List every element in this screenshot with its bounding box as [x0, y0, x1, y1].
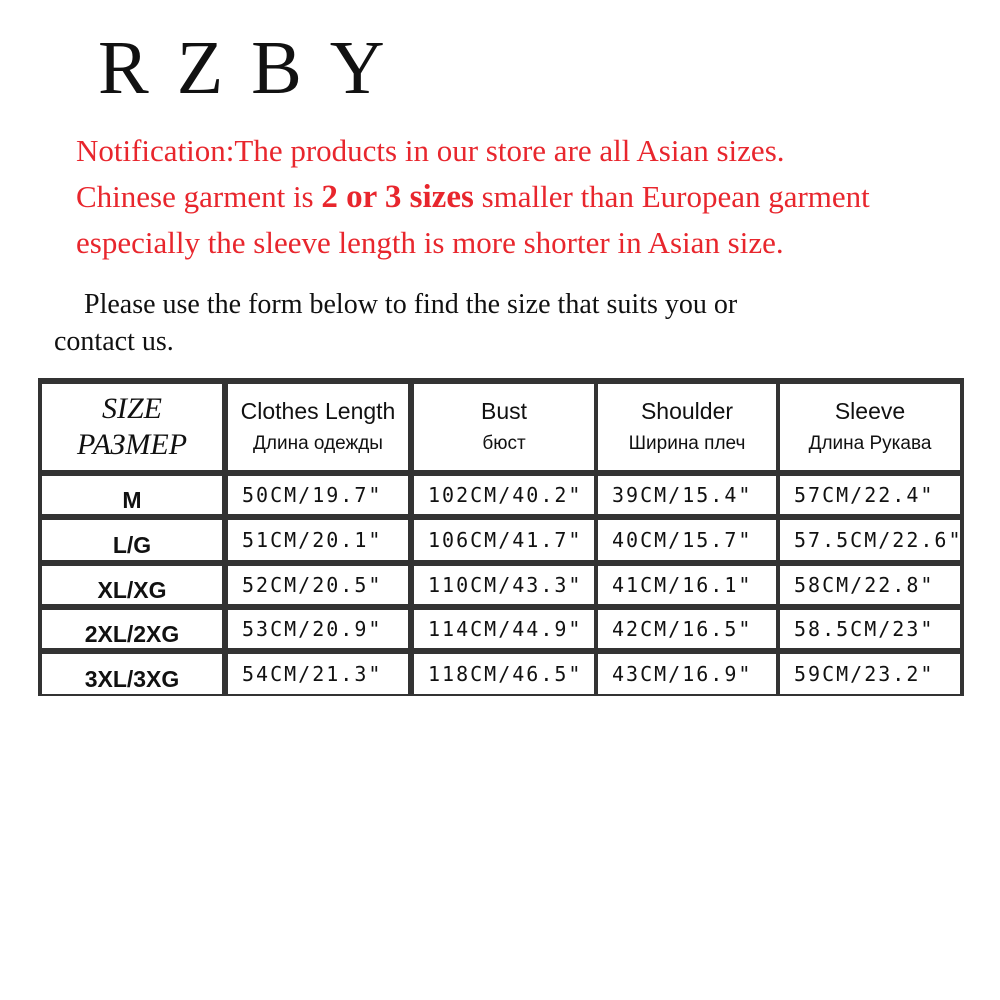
row-size-label: 2XL/2XG [42, 610, 222, 648]
cell-shoulder: 42CM/16.5" [598, 610, 776, 648]
size-chart-table [38, 378, 964, 696]
size-header-cell [42, 384, 222, 470]
cell-bust: 118CM/46.5" [414, 654, 594, 694]
notice-line-2-after: smaller than European garment [473, 179, 870, 214]
cell-bust: 114CM/44.9" [414, 610, 594, 648]
size-header-ru: РАЗМЕР [76, 428, 188, 461]
cell-clothes-length: 54CM/21.3" [228, 654, 408, 694]
column-header-shoulder [598, 384, 776, 470]
cell-clothes-length: 52CM/20.5" [228, 566, 408, 604]
column-header-en: Clothes Length [240, 398, 396, 424]
cell-bust: 106CM/41.7" [414, 520, 594, 560]
row-size-label: M [42, 476, 222, 514]
column-header-bust [414, 384, 594, 470]
asian-size-notice [76, 128, 976, 266]
cell-shoulder: 39CM/15.4" [598, 476, 776, 514]
cell-sleeve: 58CM/22.8" [780, 566, 960, 604]
column-header-en: Shoulder [640, 398, 734, 424]
cell-bust: 102CM/40.2" [414, 476, 594, 514]
column-header-clothes-length [228, 384, 408, 470]
cell-shoulder: 41CM/16.1" [598, 566, 776, 604]
notice-line-2 [76, 174, 976, 220]
row-size-label: L/G [42, 520, 222, 560]
cell-clothes-length: 51CM/20.1" [228, 520, 408, 560]
cell-shoulder: 40CM/15.7" [598, 520, 776, 560]
instructions-line-1: Please use the form below to find the size that suits you or [84, 289, 738, 320]
cell-sleeve: 58.5CM/23" [780, 610, 960, 648]
notice-line-2-bold: 2 or 3 sizes [321, 179, 474, 215]
row-size-label: XL/XG [42, 566, 222, 604]
size-header-en: SIZE [102, 392, 162, 425]
cell-sleeve: 57.5CM/22.6" [780, 520, 960, 560]
cell-clothes-length: 50CM/19.7" [228, 476, 408, 514]
column-header-ru: Длина одежды [253, 433, 383, 454]
column-header-sleeve [780, 384, 960, 470]
brand-logo: RZBY [98, 26, 413, 110]
column-header-en: Sleeve [834, 398, 906, 424]
notice-line-2-before: Chinese garment is [76, 179, 322, 214]
column-header-ru: бюст [482, 433, 526, 454]
notice-line-3: especially the sleeve length is more shorter in Asian size. [76, 225, 784, 260]
cell-sleeve: 59CM/23.2" [780, 654, 960, 694]
cell-clothes-length: 53CM/20.9" [228, 610, 408, 648]
column-header-ru: Ширина плеч [628, 433, 746, 454]
row-size-label: 3XL/3XG [42, 654, 222, 694]
instructions-line-2: contact us. [54, 326, 174, 357]
cell-bust: 110CM/43.3" [414, 566, 594, 604]
cell-sleeve: 57CM/22.4" [780, 476, 960, 514]
instructions [54, 286, 954, 360]
column-header-ru: Длина Рукава [808, 433, 932, 454]
cell-shoulder: 43CM/16.9" [598, 654, 776, 694]
notice-line-1: Notification:The products in our store are all Asian sizes. [76, 133, 785, 168]
column-header-en: Bust [480, 398, 528, 424]
